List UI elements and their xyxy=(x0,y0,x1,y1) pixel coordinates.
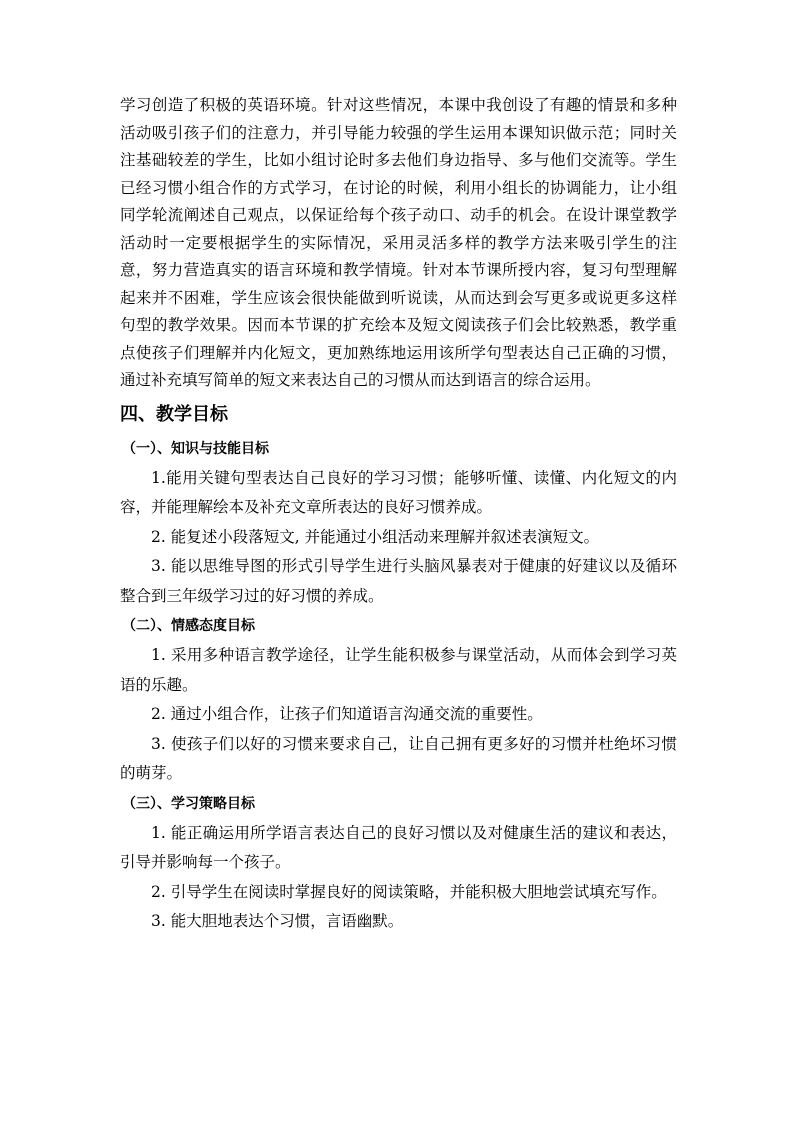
subsection-emotion-attitude xyxy=(120,611,677,789)
goal-item: 1. 能正确运用所学语言表达自己的良好习惯以及对健康生活的建议和表达，引导并影响每一个孩子。 xyxy=(120,823,677,871)
goal-item: 1.能用关键句型表达自己良好的学习习惯；能够听懂、读懂、内化短文的内容，并能理解绘本及补充文章所表达的良好习惯养成。 xyxy=(120,468,677,516)
goal-item: 2. 能复述小段落短文, 并能通过小组活动来理解并叙述表演短文。 xyxy=(151,527,600,546)
goal-item: 2. 通过小组合作，让孩子们知道语言沟通交流的重要性。 xyxy=(151,705,543,723)
goal-item: 2. 引导学生在阅读时掌握良好的阅读策略，并能积极大胆地尝试填充写作。 xyxy=(151,882,667,901)
subsection-learning-strategy xyxy=(120,789,677,937)
goal-item: 3. 能以思维导图的形式引导学生进行头脑风暴表对于健康的好建议以及循环整合到三年级学习过的好习惯的养成。 xyxy=(120,557,677,605)
subsection-title: （一）、知识与技能目标 xyxy=(122,440,269,457)
subsection-knowledge-skills xyxy=(120,434,677,612)
intro-paragraph: 学习创造了积极的英语环境。针对这些情况，本课中我创设了有趣的情景和多种活动吸引孩子们的注意力，并引导能力较强的学生运用本课知识做示范；同时关注基础较差的学生，比如小组讨论时多去他们身边指导、多与他们交流等。学生已经习惯小组合作的方式学习，在讨论的时候，利用小组长的协调能力，让小组同学轮流阐述自己观点，以保证给每个孩子动口、动手的机会。在设计课堂教学活动时一定要根据学生的实际情况，采用灵活多样的教学方法来吸引学生的注意，努力营造真实的语言环境和教学情境。针对本节课所授内容，复习句型理解起来并不困难，学生应该会很快能做到听说读，从而达到会写更多或说更多这样句型的教学效果。因而本节课的扩充绘本及短文阅读孩子们会比较熟悉，教学重点使孩子们理解并内化短文，更加熟练地运用该所学句型表达自己正确的习惯，通过补充填写简单的短文来表达自己的习惯从而达到语言的综合运用。 xyxy=(120,96,677,389)
section-title: 四、教学目标 xyxy=(120,403,228,425)
document-page xyxy=(120,92,677,937)
goal-item: 1. 采用多种语言教学途径，让学生能积极参与课堂活动，从而体会到学习英语的乐趣。 xyxy=(120,646,677,694)
goal-item: 3. 能大胆地表达个习惯，言语幽默。 xyxy=(151,912,404,930)
subsection-title: （三）、学习策略目标 xyxy=(122,795,255,812)
goal-item: 3. 使孩子们以好的习惯来要求自己，让自己拥有更多好的习惯并杜绝坏习惯的萌芽。 xyxy=(120,734,677,782)
subsection-title: （二）、情感态度目标 xyxy=(122,618,255,634)
